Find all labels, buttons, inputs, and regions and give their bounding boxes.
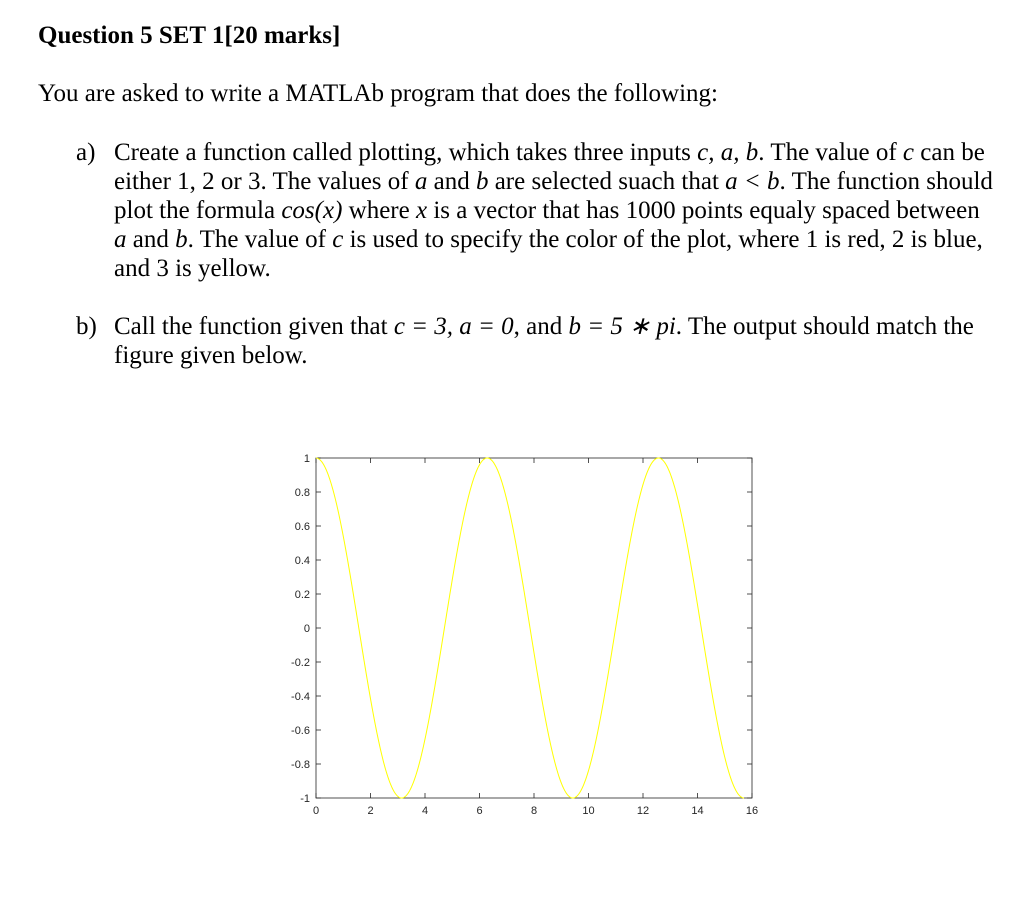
part-a-label: a) (76, 139, 96, 166)
x-tick-label: 4 (421, 805, 429, 817)
x-tick-label: 2 (367, 805, 374, 817)
y-tick-label: -0.4 (291, 691, 310, 703)
question-heading: Question 5 SET 1[20 marks] (38, 22, 341, 49)
y-tick-label: -0.2 (291, 657, 310, 669)
x-tick-label: 6 (476, 805, 483, 817)
x-tick-label: 8 (530, 805, 538, 817)
y-tick-label: 0.6 (294, 521, 310, 533)
plot-area (316, 458, 752, 798)
y-tick-label: 0.2 (294, 589, 310, 601)
part-a-line-4: a and b. The value of c is used to specify the color of the plot, where 1 is red, 2 is blue, (114, 226, 983, 253)
part-b-label: b) (76, 313, 97, 340)
y-tick-label: 0 (303, 623, 310, 635)
part-a-line-5: and 3 is yellow. (114, 255, 271, 282)
x-tick-label: 16 (745, 805, 759, 817)
part-a-line-3: plot the formula cos(x) where x is a vector that has 1000 points equaly spaced between (114, 197, 980, 224)
question-intro: You are asked to write a MATLAb program that does the following: (38, 80, 718, 107)
y-tick-label: -1 (300, 793, 310, 805)
y-tick-label: 1 (303, 453, 310, 465)
x-tick-label: 10 (582, 805, 595, 817)
y-tick-label: -0.6 (291, 725, 310, 737)
part-a-line-2: either 1, 2 or 3. The values of a and b are selected suach that a < b. The function should (114, 168, 993, 195)
part-b-text (114, 312, 1014, 370)
y-tick-label: 0.8 (294, 487, 310, 499)
x-tick-label: 0 (312, 805, 320, 817)
y-tick-label: 0.4 (294, 555, 310, 567)
y-tick-label: -0.8 (291, 759, 310, 771)
x-tick-label: 14 (691, 805, 704, 817)
cosine-plot (270, 440, 770, 830)
part-a-text (114, 138, 1014, 283)
part-b-line-2: figure given below. (114, 342, 308, 369)
part-b-line-1: Call the function given that c = 3, a = 0, and b = 5 ∗ pi. The output should match the (114, 313, 974, 340)
part-a-line-1: Create a function called plotting, which takes three inputs c, a, b. The value of c can be (114, 139, 985, 166)
x-tick-label: 12 (636, 805, 650, 817)
